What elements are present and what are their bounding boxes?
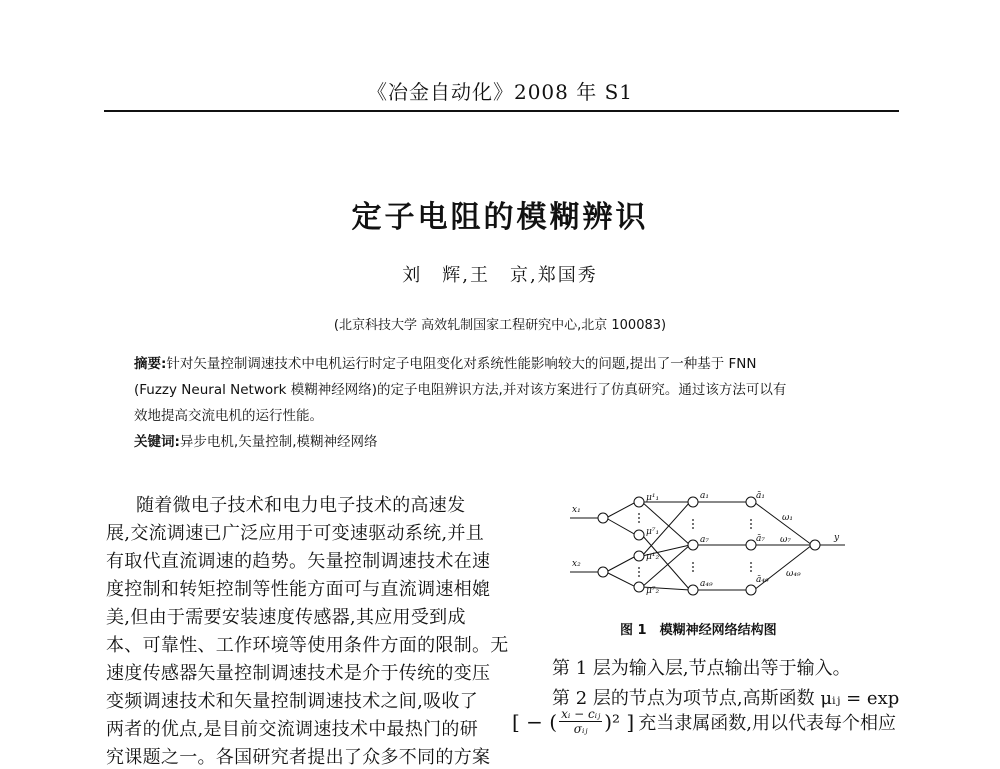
formula-suffix: )² ] — [604, 709, 635, 734]
paper-title: 定子电阻的模糊辨识 — [351, 200, 649, 235]
body-paragraph-line: 第 2 层的节点为项节点,高斯函数 μᵢⱼ = exp — [552, 688, 900, 709]
label-mu71: μ⁷₁ — [646, 527, 660, 537]
label-w49: ω₄₉ — [786, 569, 801, 579]
gaussian-formula — [512, 707, 896, 736]
body-paragraph-line: 随着微电子技术和电力电子技术的高速发 — [136, 495, 466, 516]
body-paragraph-line: 度控制和转矩控制等性能方面可与直流调速相媲 — [106, 579, 491, 600]
label-a1: a₁ — [700, 491, 709, 501]
label-a7: a₇ — [700, 535, 709, 545]
label-x2: x₂ — [572, 559, 581, 569]
label-abar49: ā₄₉ — [756, 575, 769, 585]
formula-fraction — [559, 707, 602, 736]
abstract-line: (Fuzzy Neural Network 模糊神经网络)的定子电阻辨识方法,并对该方案进行了仿真研究。通过该方法可以有 — [134, 382, 787, 398]
body-paragraph-line: 美,但由于需要安装速度传感器,其应用受到成 — [106, 607, 466, 628]
label-mu12: μ¹₂ — [646, 552, 660, 562]
abstract-line: 效地提高交流电机的运行性能。 — [134, 408, 323, 424]
header-rule — [104, 110, 899, 112]
formula-numerator: xᵢ − cᵢⱼ — [561, 707, 601, 721]
body-paragraph-line: 展,交流调速已广泛应用于可变速驱动系统,并且 — [106, 523, 485, 544]
body-paragraph-line: 究课题之一。各国研究者提出了众多不同的方案 — [106, 747, 491, 768]
body-paragraph-line: 第 1 层为输入层,节点输出等于输入。 — [552, 658, 851, 679]
paper-affiliation: (北京科技大学 高效轧制国家工程研究中心,北京 100083) — [333, 318, 667, 333]
body-paragraph-line: 充当隶属函数,用以代表每个相应 — [638, 712, 896, 734]
journal-header: 《冶金自动化》2008 年 S1 — [366, 80, 634, 104]
formula-prefix: [ − ( — [512, 709, 558, 734]
label-w7: ω₇ — [780, 535, 791, 545]
keywords-text: 异步电机,矢量控制,模糊神经网络 — [179, 434, 378, 450]
network-connections — [570, 502, 845, 590]
abstract-label: 摘要: — [134, 356, 167, 372]
label-a49: a₄₉ — [700, 579, 713, 589]
label-mu72: μ⁷₂ — [646, 586, 660, 596]
body-paragraph-line: 变频调速技术和矢量控制调速技术之间,吸收了 — [106, 691, 479, 712]
keywords-label: 关键词: — [134, 434, 180, 450]
body-paragraph-line: 本、可靠性、工作环境等使用条件方面的限制。无 — [106, 635, 509, 656]
keywords-line — [134, 430, 378, 450]
fuzzy-neural-network-diagram — [560, 490, 850, 605]
body-paragraph-line: 速度传感器矢量控制调速技术是介于传统的变压 — [106, 663, 491, 684]
label-w1: ω₁ — [782, 513, 793, 523]
formula-denominator: σᵢⱼ — [573, 722, 588, 736]
paper-authors: 刘 辉,王 京,郑国秀 — [402, 265, 598, 286]
label-mu11: μ¹₁ — [646, 493, 660, 503]
label-abar7: ā₇ — [756, 534, 765, 544]
abstract-line — [134, 352, 756, 372]
label-abar1: ā₁ — [756, 491, 765, 501]
body-paragraph-line: 有取代直流调速的趋势。矢量控制调速技术在速 — [106, 551, 491, 572]
label-y: y — [834, 533, 840, 543]
label-x1: x₁ — [572, 505, 581, 515]
figure-caption: 图 1 模糊神经网络结构图 — [620, 623, 777, 638]
abstract-text: 针对矢量控制调速技术中电机运行时定子电阻变化对系统性能影响较大的问题,提出了一种基于 FNN — [166, 356, 757, 372]
body-paragraph-line: 两者的优点,是目前交流调速技术中最热门的研 — [106, 719, 479, 740]
